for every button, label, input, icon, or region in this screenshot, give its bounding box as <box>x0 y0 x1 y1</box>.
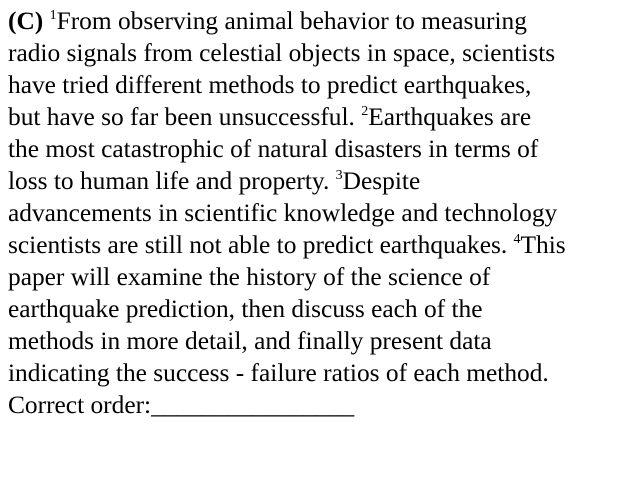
answer-prompt: Correct order: <box>8 391 152 419</box>
exercise-paragraph <box>8 5 634 421</box>
paragraph-line-3 <box>8 69 634 101</box>
sentence-number-3: 3 <box>335 168 343 183</box>
line-text: indicating the success - failure ratios of each method. <box>8 359 549 387</box>
line-text: Earthquakes are <box>368 103 532 131</box>
line-text: advancements in scientific knowledge and technology <box>8 199 558 227</box>
paragraph-line-5 <box>8 133 634 165</box>
paragraph-line-7 <box>8 197 634 229</box>
line-text: radio signals from celestial objects in space, scientists <box>8 39 556 67</box>
answer-blank[interactable]: ________________ <box>151 391 355 419</box>
line-text: From observing animal behavior to measuring <box>56 7 527 35</box>
sentence-number-2: 2 <box>361 104 369 119</box>
paragraph-line-11 <box>8 325 634 357</box>
sentence-number-4: 4 <box>513 232 521 247</box>
line-text: scientists are still not able to predict earthquakes. <box>8 231 514 259</box>
paragraph-label: (C) <box>8 7 44 35</box>
paragraph-line-10 <box>8 293 634 325</box>
paragraph-line-1 <box>8 5 634 37</box>
paragraph-line-8 <box>8 229 634 261</box>
line-text: loss to human life and property. <box>8 167 336 195</box>
line-text: earthquake prediction, then discuss each of the <box>8 295 483 323</box>
paragraph-line-2 <box>8 37 634 69</box>
line-text: the most catastrophic of natural disasters in terms of <box>8 135 539 163</box>
paragraph-line-4 <box>8 101 634 133</box>
sentence-number-1: 1 <box>49 8 57 23</box>
line-text: Despite <box>342 167 421 195</box>
line-text: paper will examine the history of the science of <box>8 263 491 291</box>
line-text: methods in more detail, and finally present data <box>8 327 492 355</box>
line-text: have tried different methods to predict earthquakes, <box>8 71 532 99</box>
paragraph-line-6 <box>8 165 634 197</box>
line-text: This <box>520 231 566 259</box>
paragraph-line-12 <box>8 357 634 389</box>
paragraph-line-9 <box>8 261 634 293</box>
answer-line <box>8 389 634 421</box>
line-text: but have so far been unsuccessful. <box>8 103 362 131</box>
